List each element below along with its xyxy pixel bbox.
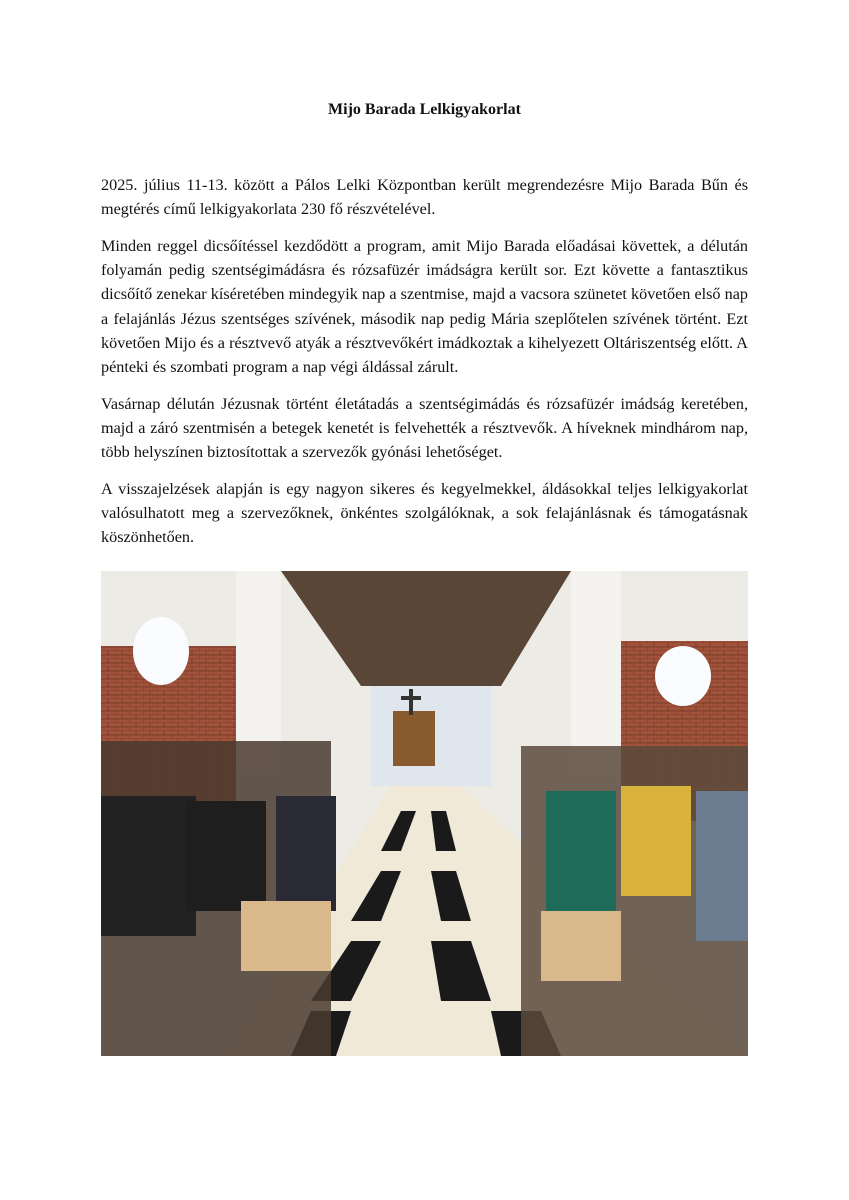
paragraph: Minden reggel dicsőítéssel kezdődött a program, amit Mijo Barada előadásai követtek, a délután folyamán pedig szentségimádásra és rózsafüzér imádságra került sor. Ezt követte a fantasztikus dicsőítő zenekar kíséretében mindegyik nap a szentmise, majd a vacsora szünetet követően első nap a felajánlás Jézus szentséges szívének, második nap pedig Mária szeplőtelen szívének történt. Ezt követően Mijo és a résztvevő atyák a résztvevőkért imádkoztak a kihelyezett Oltáriszentség előtt. A pénteki és szombati program a nap végi áldással zárult. [101, 236, 748, 376]
document-body [101, 173, 748, 562]
paragraph: 2025. július 11-13. között a Pálos Lelki Központban került megrendezésre Mijo Barada Bűn és megtérés című lelkigyakorlata 230 fő részvételével. [101, 176, 748, 219]
church-interior-photo [101, 571, 748, 1056]
page-title: Mijo Barada Lelkigyakorlat [328, 101, 521, 118]
paragraph: A visszajelzések alapján is egy nagyon sikeres és kegyelmekkel, áldásokkal teljes lelkigyakorlat valósulhatott meg a szervezőknek, önkéntes szolgálóknak, a sok felajánlásnak és támogatásnak köszönhetően. [101, 479, 748, 547]
paragraph: Vasárnap délután Jézusnak történt életátadás a szentségimádás és rózsafüzér imádság keretében, majd a záró szentmisén a betegek kenetét is felvehették a résztvevők. A híveknek mindhárom nap, több helyszínen biztosítottak a szervezők gyónási lehetőséget. [101, 394, 748, 462]
